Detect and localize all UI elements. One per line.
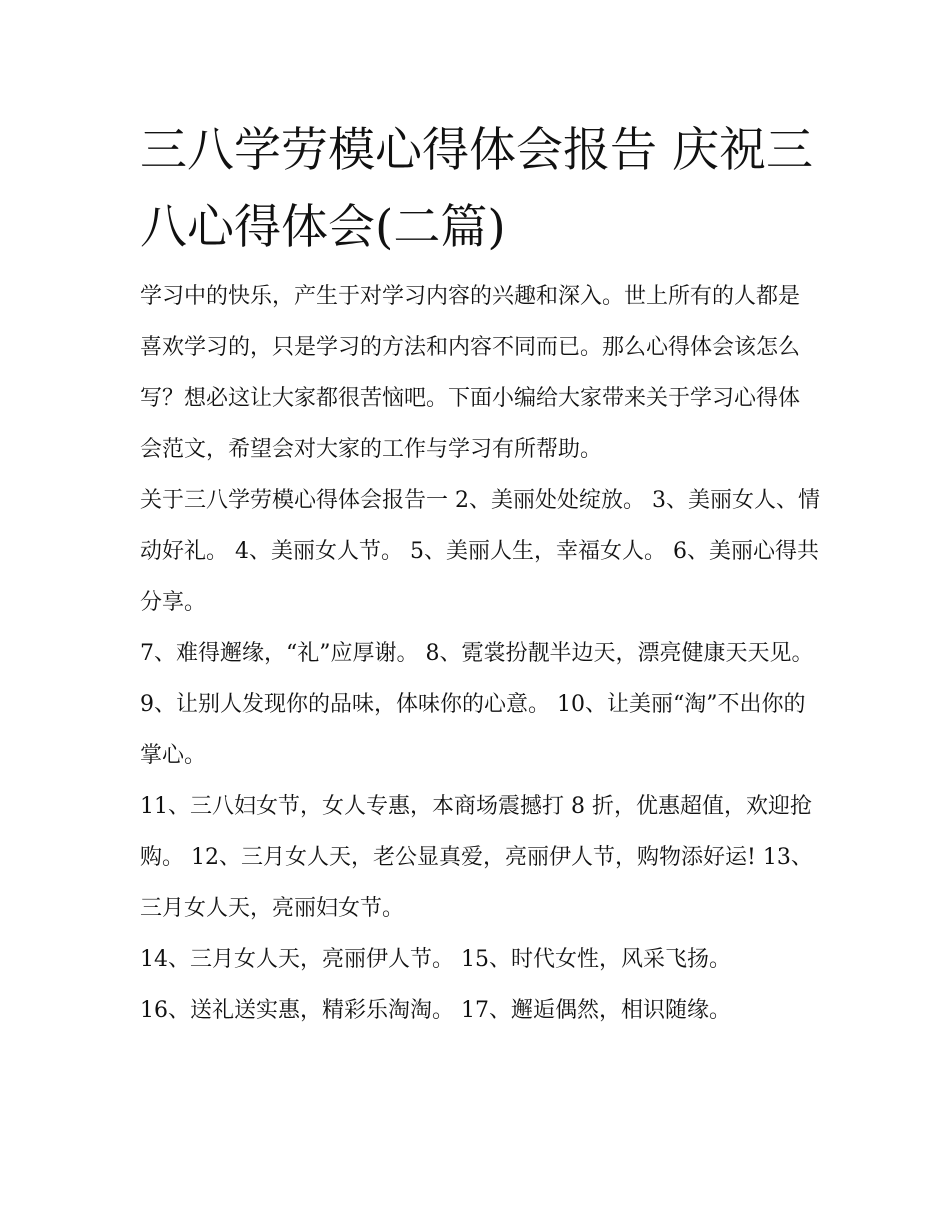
body-paragraph: 11、三八妇女节，女人专惠，本商场震撼打 8 折，优惠超值，欢迎抢购。 12、三月女人天，老公显真爱，亮丽伊人节，购物添好运! 13、三月女人天，亮丽妇女节。	[140, 794, 813, 921]
body-paragraph: 关于三八学劳模心得体会报告一 2、美丽处处绽放。 3、美丽女人、情动好礼。 4、美丽女人节。 5、美丽人生，幸福女人。 6、美丽心得共分享。	[140, 488, 820, 615]
intro-paragraph: 学习中的快乐，产生于对学习内容的兴趣和深入。世上所有的人都是喜欢学习的，只是学习的方法和内容不同而已。那么心得体会该怎么写？想必这让大家都很苦恼吧。下面小编给大家带来关于学习心得体会范文，希望会对大家的工作与学习有所帮助。	[140, 284, 801, 462]
body-paragraph: 16、送礼送实惠，精彩乐淘淘。 17、邂逅偶然，相识随缘。	[140, 998, 731, 1023]
document-title: 三八学劳模心得体会报告 庆祝三八心得体会(二篇)	[140, 123, 813, 255]
body-paragraph: 7、难得邂缘，“礼”应厚谢。 8、霓裳扮靓半边天，漂亮健康天天见。 9、让别人发现你的品味，体味你的心意。 10、让美丽“淘”不出你的掌心。	[140, 641, 814, 768]
document-page	[140, 112, 820, 1036]
body-paragraph: 14、三月女人天，亮丽伊人节。 15、时代女性，风采飞扬。	[140, 947, 731, 972]
